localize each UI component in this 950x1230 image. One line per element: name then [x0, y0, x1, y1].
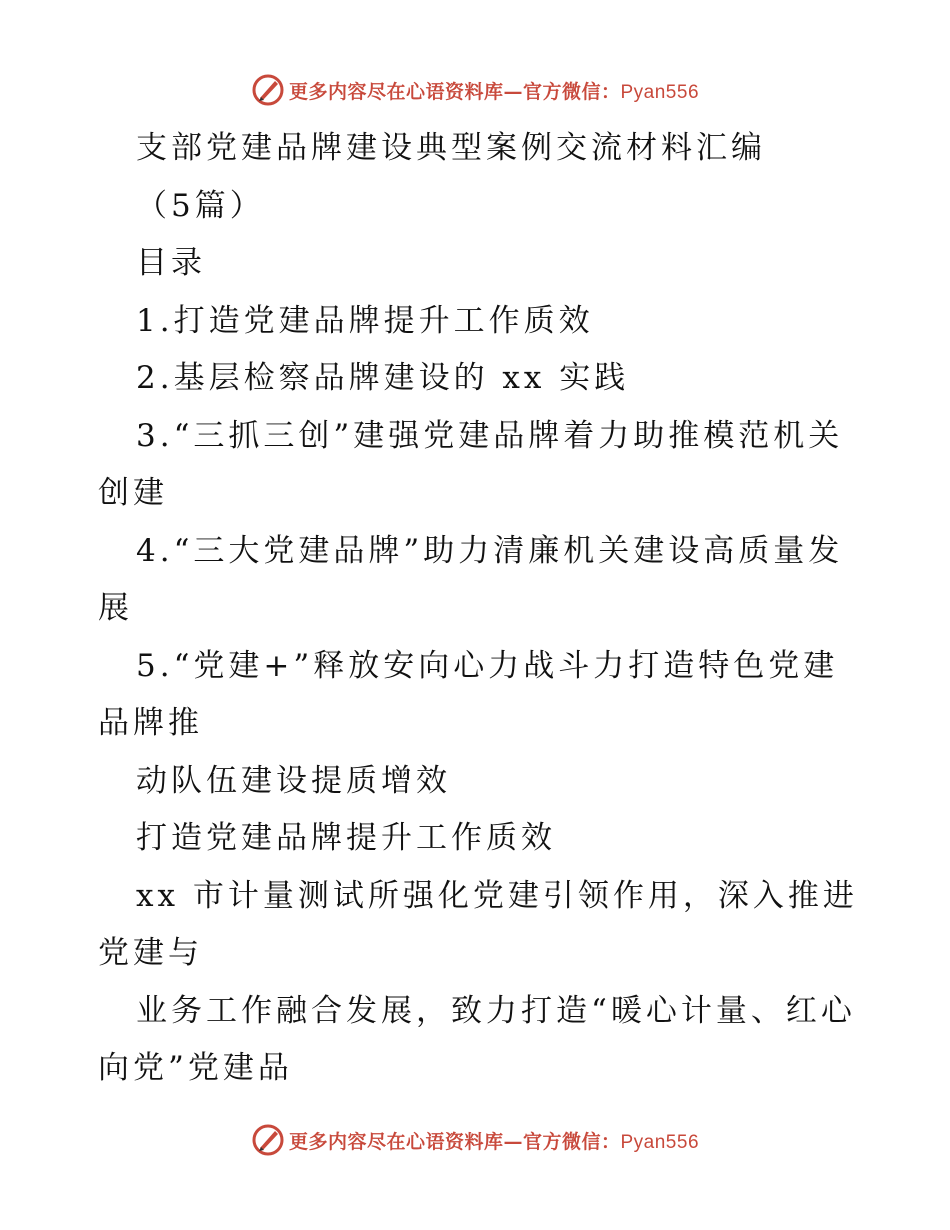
body-paragraph: xx 市计量测试所强化党建引领作用，深入推进党建与	[98, 877, 858, 971]
watermark-handle: Pyan556	[620, 1131, 700, 1153]
toc-heading: 目录	[136, 245, 206, 281]
toc-item-3: 3.“三抓三创”建强党建品牌着力助推模范机关创建	[98, 417, 844, 511]
document-title: 支部党建品牌建设典型案例交流材料汇编	[136, 130, 766, 166]
header-watermark	[0, 70, 950, 110]
watermark-label: 更多内容尽在心语资料库—官方微信：	[288, 80, 621, 103]
document-body	[98, 120, 858, 1098]
toc-item-5: 5.“党建+”释放安向心力战斗力打造特色党建品牌推	[98, 647, 839, 741]
toc-item-4: 4.“三大党建品牌”助力清廉机关建设高质量发展	[98, 532, 844, 626]
toc-item-1: 1.打造党建品牌提升工作质效	[136, 302, 594, 339]
footer-watermark	[0, 1120, 950, 1160]
watermark-text	[289, 77, 699, 104]
watermark-label: 更多内容尽在心语资料库—官方微信：	[288, 1130, 621, 1153]
section-title: 打造党建品牌提升工作质效	[136, 820, 556, 856]
quill-logo-icon	[251, 73, 285, 107]
watermark-text	[289, 1127, 699, 1154]
body-paragraph: 业务工作融合发展，致力打造“暖心计量、红心向党”党建品	[98, 992, 856, 1086]
quill-logo-icon	[251, 1123, 285, 1157]
toc-item-2: 2.基层检察品牌建设的 xx 实践	[136, 360, 630, 396]
watermark-handle: Pyan556	[620, 81, 700, 103]
document-subtitle: （5篇）	[136, 187, 265, 224]
toc-item-5-continued: 动队伍建设提质增效	[136, 762, 451, 799]
